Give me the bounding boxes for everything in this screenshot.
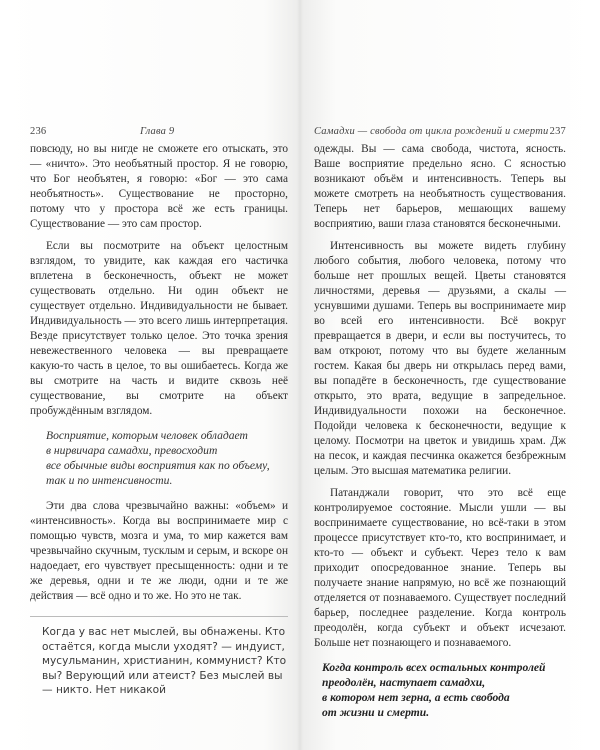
sutra-quote bbox=[322, 660, 566, 720]
quote-line: так и по интенсивности. bbox=[46, 474, 173, 487]
quote-line: Восприятие, которым человек обладает bbox=[46, 429, 248, 442]
page-number: 237 bbox=[549, 126, 566, 137]
running-head: Самадхи — свобода от цикла рождений и смерти bbox=[314, 126, 549, 137]
sutra-quote bbox=[46, 428, 288, 488]
paragraph: одежды. Вы — сама свобода, чистота, ясность. Ваше восприятие предельно ясно. С ясностью возникают объём и интенсивность. Теперь вы можете смотреть на необъятность существования. Теперь нет барьеров, мешающих вашему восприятию, ваши глаза становятся бесконечными. bbox=[314, 143, 566, 230]
left-page-body bbox=[30, 142, 288, 698]
right-page-body bbox=[314, 142, 566, 731]
quote-line: в котором нет зерна, а есть свобода bbox=[322, 691, 510, 704]
paragraph: Если вы посмотрите на объект целостным взглядом, то увидите, как каждая его частичка вплетена в бесконечность, объект не может существовать отдельно. Ни один объект не существует отдельно. Индивидуальности не бывает. Индивидуальность — это всего лишь интерпретация. Везде присутствует только целое. Это точка зрения невежественного человека — вы превращаете какую-то часть в целое, то вы ошибаетесь. Когда же вы смотрите на часть и видите сквозь неё существование, вы смотрите на объект пробуждённым взглядом. bbox=[30, 240, 288, 417]
sidebar-note bbox=[30, 616, 288, 698]
quote-line: все обычные виды восприятия как по объему, bbox=[46, 459, 270, 472]
quote-line: Когда контроль всех остальных контролей bbox=[322, 661, 546, 674]
quote-line: от жизни и смерти. bbox=[322, 706, 430, 719]
quote-line: в нирвичара самадхи, превосходит bbox=[46, 444, 218, 457]
running-head: Глава 9 bbox=[140, 126, 175, 137]
paragraph: Интенсивность вы можете видеть глубину любого события, любого человека, потому что больше нет прошлых вещей. Цветы становятся личностями, деревья — друзьями, а скалы — уснувшими душами. Теперь вы воспринимаете мир во всей его интенсивности. Всё вокруг превращается в двери, и если вы постучитесь, то вам откроют, потому что вы будете желанным гостем. Какая бы дверь ни открылась перед вами, вы попадёте в бесконечность, где существование открыто, это врата, ведущие в запредельное. Индивидуальности похожи на бесконечное. Подойди человека к бесконечности, ведущие к целому. Посмотри на цветок и увидишь храм. Дж на песок, и каждая песчинка окажется безбрежным целым. Это высшая математика религии. bbox=[314, 240, 566, 477]
note-text: Когда у вас нет мыслей, вы обнажены. Кто остаётся, когда мысли уходят? — индуист, мусульманин, христианин, коммунист? Кто вы? Верующий или атеист? Без мыслей вы — никто. Нет никакой bbox=[42, 626, 287, 696]
page-number: 236 bbox=[30, 126, 47, 137]
paragraph: повсюду, но вы нигде не сможете его отыскать, это — «ничто». Это необъятный простор. Я не говорю, что Бог необъятен, я говорю: «Бог — это сама необъятность». Существование не просторно, потому что у простора всё же есть границы. Существование — это сам простор. bbox=[30, 143, 288, 230]
paragraph: Эти два слова чрезвычайно важны: «объем» и «интенсивность». Когда вы воспринимаете мир с помощью чувств, мозга и ума, то мир кажется вам чрезвычайно скучным, тусклым и серым, и вскоре он надоедает, его чувствует пресыщенность: одни и те же деревья, одни и те же люди, одни и те же действия — всё одно и то же. Но это не так. bbox=[30, 500, 288, 602]
right-page bbox=[300, 0, 600, 750]
quote-line: преодолён, наступает самадхи, bbox=[322, 676, 486, 689]
paragraph: Патанджали говорит, что это всё еще контролируемое состояние. Мысли ушли — вы воспринимаете существование, но всё-таки в этом процессе присутствует кто-то, кто воспринимает, и кто-то — объект и субъект. Через тело к вам приходит опосредованное знание. Теперь вы получаете знание напрямую, но всё же познающий отделяется от познаваемого. Существует последний барьер, последнее разделение. Когда контроль преодолён, когда субъект и объект исчезают. Больше нет познающего и познаваемого. bbox=[314, 487, 566, 649]
